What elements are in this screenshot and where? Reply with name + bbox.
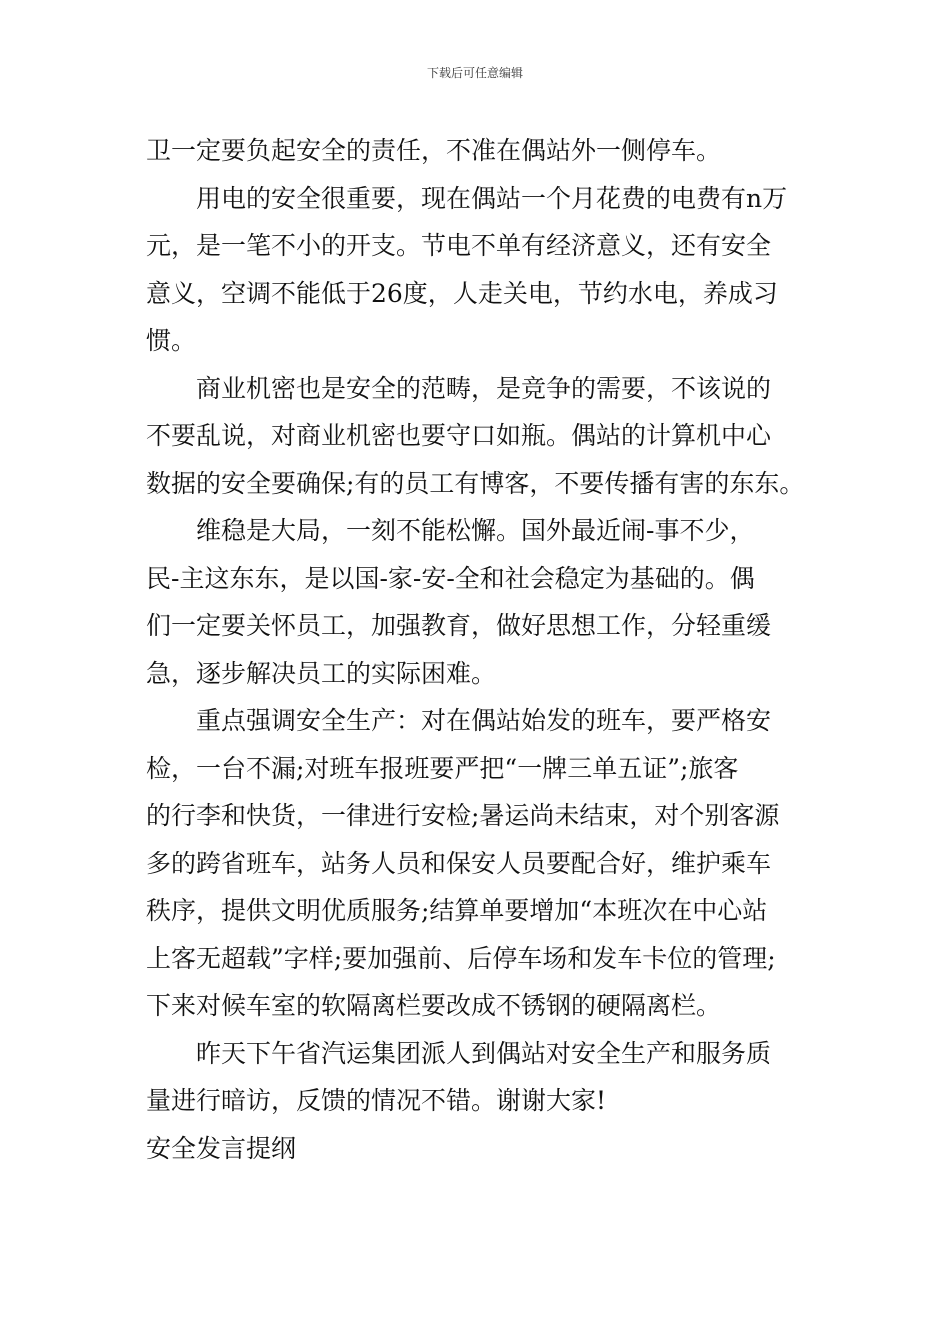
text-line: 惯。 <box>146 326 197 355</box>
text-line: 卫一定要负起安全的责任，不准在偶站外一侧停车。 <box>146 136 722 165</box>
text-line: 意义，空调不能低于26度，人走关电，节约水电，养成习 <box>146 278 778 308</box>
text-line: 元，是一笔不小的开支。节电不单有经济意义，还有安全 <box>146 231 772 260</box>
text-line: 下来对候车室的软隔离栏要改成不锈钢的硬隔离栏。 <box>146 991 722 1020</box>
text-line: 秩序，提供文明优质服务;结算单要增加“本班次在中心站 <box>146 896 768 925</box>
section-title: 安全发言提纲 <box>146 1133 297 1163</box>
text-line: 昨天下午省汽运集团派人到偶站对安全生产和服务质 <box>196 1038 772 1068</box>
document-body <box>146 127 826 1172</box>
text-line: 维稳是大局，一刻不能松懈。国外最近闹-事不少， <box>196 516 755 545</box>
text-line: 急，逐步解决员工的实际困难。 <box>146 658 497 688</box>
text-line: 量进行暗访，反馈的情况不错。谢谢大家! <box>146 1086 607 1115</box>
text-line: 上客无超载”字样;要加强前、后停车场和发车卡位的管理; <box>146 943 776 973</box>
text-line: 商业机密也是安全的范畴，是竞争的需要，不该说的 <box>196 373 772 403</box>
text-line: 的行李和快货，一律进行安检;暑运尚未结束，对个别客源 <box>146 801 780 830</box>
text-line: 们一定要关怀员工，加强教育，做好思想工作，分轻重缓 <box>146 611 772 640</box>
text-line: 重点强调安全生产：对在偶站始发的班车，要严格安 <box>196 706 772 735</box>
text-line: 用电的安全很重要，现在偶站一个月花费的电费有n万 <box>196 183 788 213</box>
text-line: 多的跨省班车，站务人员和保安人员要配合好，维护乘车 <box>146 848 772 878</box>
page-header: 下载后可任意编辑 <box>426 66 523 80</box>
text-line: 检，一台不漏;对班车报班要严把“一牌三单五证”;旅客 <box>146 753 739 783</box>
text-line: 不要乱说，对商业机密也要守口如瓶。偶站的计算机中心 <box>146 421 772 450</box>
text-line: 民-主这东东，是以国-家-安-全和社会稳定为基础的。偶 <box>146 563 755 593</box>
text-line: 数据的安全要确保;有的员工有博客，不要传播有害的东东。 <box>146 468 805 498</box>
